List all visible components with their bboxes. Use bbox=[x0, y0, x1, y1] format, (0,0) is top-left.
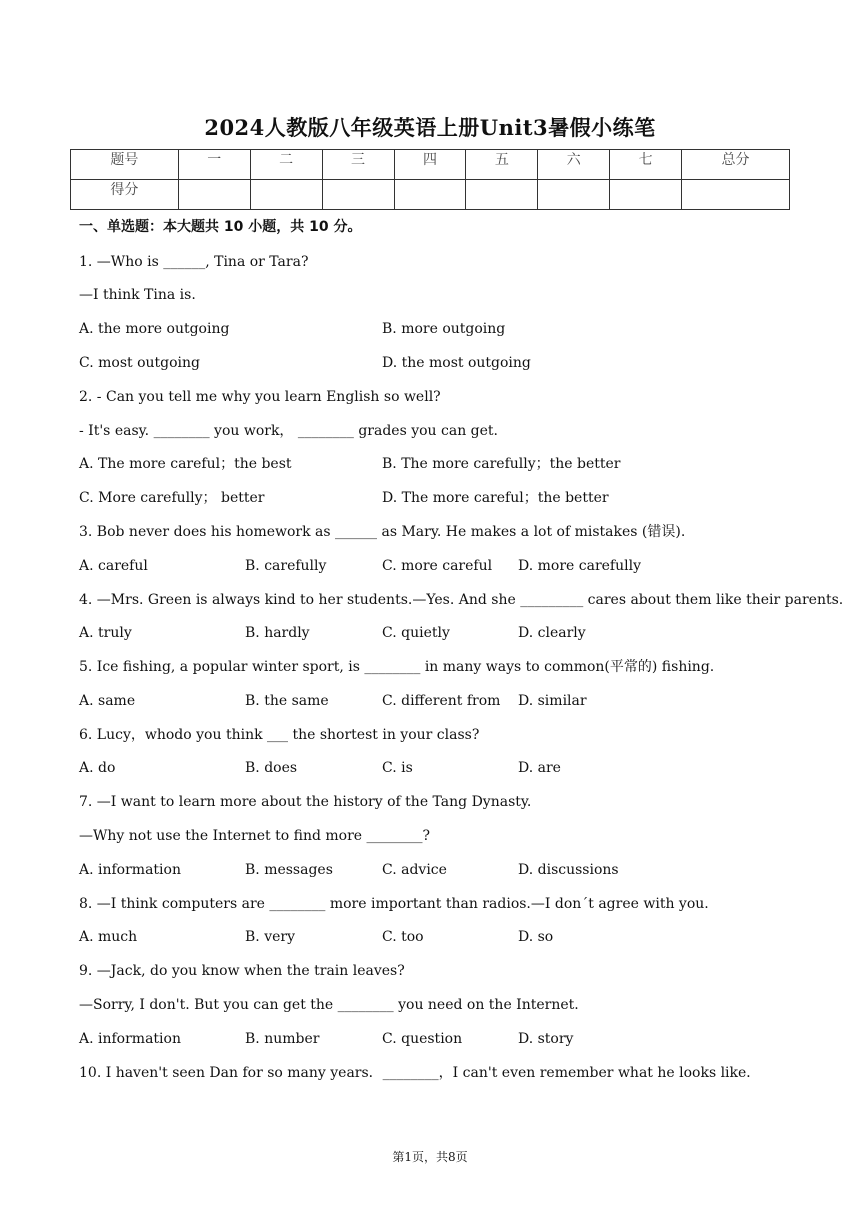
question-5-stem: 5. Ice fishing, a popular winter sport, is ________ in many ways to common(平常的) fishing. bbox=[79, 659, 715, 675]
question-8-option-c: C. too bbox=[382, 929, 424, 945]
question-7-response: —Why not use the Internet to find more ________? bbox=[79, 828, 431, 844]
question-6-stem: 6. Lucy，whodo you think ___ the shortest in your class? bbox=[79, 727, 480, 743]
question-1-option-c: C. most outgoing bbox=[79, 355, 200, 371]
header-cell: 六 bbox=[538, 150, 610, 180]
question-8-option-b: B. very bbox=[245, 929, 295, 945]
score-cell bbox=[178, 180, 250, 210]
question-1-option-b: B. more outgoing bbox=[382, 321, 506, 337]
question-7-option-c: C. advice bbox=[382, 862, 447, 878]
header-cell: 五 bbox=[466, 150, 538, 180]
question-9-option-b: B. number bbox=[245, 1031, 320, 1047]
header-cell: 一 bbox=[178, 150, 250, 180]
question-3-option-a: A. careful bbox=[79, 558, 148, 574]
question-3-option-c: C. more careful bbox=[382, 558, 493, 574]
question-6-option-c: C. is bbox=[382, 760, 413, 776]
question-4-option-d: D. clearly bbox=[518, 625, 586, 641]
question-5-option-a: A. same bbox=[79, 693, 136, 709]
header-cell: 题号 bbox=[71, 150, 179, 180]
question-1-option-d: D. the most outgoing bbox=[382, 355, 531, 371]
question-9-option-d: D. story bbox=[518, 1031, 574, 1047]
header-cell: 总分 bbox=[682, 150, 790, 180]
question-9-option-c: C. question bbox=[382, 1031, 463, 1047]
score-cell bbox=[250, 180, 322, 210]
question-1-stem: 1. —Who is ______, Tina or Tara? bbox=[79, 254, 309, 270]
header-cell: 三 bbox=[322, 150, 394, 180]
header-cell: 四 bbox=[394, 150, 466, 180]
question-1-option-a: A. the more outgoing bbox=[79, 321, 230, 337]
question-6-option-a: A. do bbox=[79, 760, 116, 776]
question-4-option-b: B. hardly bbox=[245, 625, 310, 641]
score-cell bbox=[610, 180, 682, 210]
row-label: 得分 bbox=[71, 180, 179, 210]
question-5-option-d: D. similar bbox=[518, 693, 587, 709]
question-2-stem: 2. - Can you tell me why you learn English so well? bbox=[79, 389, 441, 405]
question-5-option-c: C. different from bbox=[382, 693, 501, 709]
score-cell bbox=[466, 180, 538, 210]
score-table-score-row bbox=[71, 180, 790, 210]
question-9-option-a: A. information bbox=[79, 1031, 181, 1047]
header-cell: 七 bbox=[610, 150, 682, 180]
question-1-response: —I think Tina is. bbox=[79, 287, 196, 303]
score-cell bbox=[394, 180, 466, 210]
question-6-option-d: D. are bbox=[518, 760, 561, 776]
page-footer: 第1页，共8页 bbox=[392, 1150, 468, 1164]
question-7-option-b: B. messages bbox=[245, 862, 333, 878]
question-8-option-d: D. so bbox=[518, 929, 554, 945]
question-3-stem: 3. Bob never does his homework as ______ as Mary. He makes a lot of mistakes (错误). bbox=[79, 524, 686, 540]
question-3-option-b: B. carefully bbox=[245, 558, 327, 574]
question-7-option-a: A. information bbox=[79, 862, 181, 878]
score-cell bbox=[322, 180, 394, 210]
question-7-stem: 7. —I want to learn more about the history of the Tang Dynasty. bbox=[79, 794, 532, 810]
question-9-response: —Sorry, I don't. But you can get the ________ you need on the Internet. bbox=[79, 997, 579, 1013]
header-cell: 二 bbox=[250, 150, 322, 180]
page-title: 2024人教版八年级英语上册Unit3暑假小练笔 bbox=[204, 115, 656, 140]
section-heading: 一、单选题：本大题共 10 小题，共 10 分。 bbox=[79, 219, 362, 235]
question-2-option-c: C. More carefully； better bbox=[79, 490, 265, 506]
question-2-option-a: A. The more careful；the best bbox=[79, 456, 292, 472]
question-4-stem: 4. —Mrs. Green is always kind to her students.—Yes. And she _________ cares about them like their parents. bbox=[79, 592, 844, 608]
question-10-stem: 10. I haven't seen Dan for so many years．________，I can't even remember what he looks like． bbox=[79, 1065, 761, 1081]
score-cell bbox=[538, 180, 610, 210]
question-7-option-d: D. discussions bbox=[518, 862, 619, 878]
question-2-option-d: D. The more careful；the better bbox=[382, 490, 609, 506]
question-4-option-c: C. quietly bbox=[382, 625, 450, 641]
question-8-option-a: A. much bbox=[79, 929, 138, 945]
score-cell bbox=[682, 180, 790, 210]
question-3-option-d: D. more carefully bbox=[518, 558, 641, 574]
score-table bbox=[70, 149, 790, 210]
question-8-stem: 8. —I think computers are ________ more important than radios.—I don´t agree with you. bbox=[79, 896, 709, 912]
question-2-response: - It's easy. ________ you work， ________ grades you can get. bbox=[79, 423, 498, 439]
question-6-option-b: B. does bbox=[245, 760, 298, 776]
question-5-option-b: B. the same bbox=[245, 693, 329, 709]
question-9-stem: 9. —Jack, do you know when the train leaves? bbox=[79, 963, 405, 979]
question-2-option-b: B. The more carefully；the better bbox=[382, 456, 621, 472]
question-4-option-a: A. truly bbox=[79, 625, 132, 641]
score-table-header-row bbox=[71, 150, 790, 180]
